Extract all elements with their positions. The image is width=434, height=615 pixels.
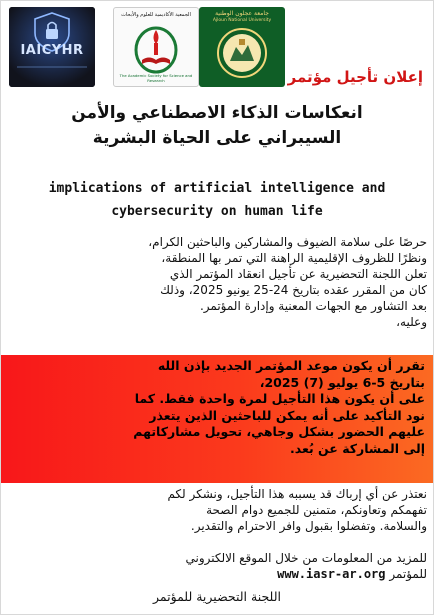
paragraph-line: كان من المقرر عقده بتاريخ 24-25 يونيو 2025، وذلك (160, 283, 427, 297)
paragraph-line: والسلامة. وتفضلوا بقبول وافر الاحترام والتقدير. (190, 519, 427, 533)
conference-title-en-line-2: cybersecurity on human life (111, 204, 323, 219)
paragraph-line: تقرر أن يكون موعد المؤتمر الجديد بإذن الله (157, 358, 425, 373)
conference-title-ar-line-1: انعكاسات الذكاء الاصطناعي والأمن (71, 103, 363, 123)
more-info-paragraph (7, 550, 427, 582)
more-info-website-line (7, 566, 427, 582)
paragraph-line: على أن يكون هذا التأجيل لمرة واحدة فقط. كما (134, 391, 425, 406)
conference-title-en (5, 177, 429, 223)
postponement-announcement-heading: إعلان تأجيل مؤتمر (287, 68, 423, 86)
paragraph-line: عليهم الحضور بشكل وجاهي، تحويل مشاركاتهم (133, 424, 425, 439)
paragraph-line: نعتذر عن أي إرباك قد يسببه هذا التأجيل، ونشكر لكم (167, 487, 427, 501)
conference-title-ar-line-2: السيبراني على الحياة البشرية (92, 128, 342, 148)
paragraph-line: تعلن اللجنة التحضيرية عن تأجيل انعقاد المؤتمر الذي (169, 267, 427, 281)
conference-title-en-line-1: implications of artificial intelligence and (48, 181, 386, 196)
paragraph-line: ونظرًا للظروف الإقليمية الراهنة التي تمر بها المنطقة، (161, 251, 427, 265)
paragraph-line: إلى المشاركة عن بُعد. (289, 440, 425, 456)
new-date-paragraph (9, 358, 425, 457)
paragraph-line: حرصًا على سلامة الضيوف والمشاركين والباحثين الكرام، (148, 235, 427, 249)
paragraph-line: وعليه، (396, 315, 427, 329)
paragraph-line: نود التأكيد على أنه يمكن للباحثين الذين يتعذر (149, 407, 425, 423)
paragraph-line: بتاريخ 5-6 يوليو (7) 2025، (259, 374, 425, 390)
ajloun-name-en: Ajloun National University (212, 18, 272, 23)
society-name-ar: الجمعية الأكاديمية للعلوم والأبحاث (121, 12, 191, 18)
iaicyhr-logo-text: IAICYHR (20, 43, 84, 58)
ajloun-name-ar: جامعة عجلون الوطنية (215, 10, 269, 17)
more-info-line: للمزيد من المعلومات من خلال الموقع الالكتروني (185, 551, 427, 565)
more-info-prefix: للمؤتمر (389, 567, 427, 581)
society-name-en: The Academic Society for Science and Research (119, 73, 193, 83)
conference-title-ar (9, 101, 425, 151)
paragraph-line: تفهمكم وتعاونكم، متمنين للجميع دوام الصحة (206, 503, 427, 517)
postponement-paragraph (7, 234, 427, 330)
preparatory-committee-signature: اللجنة التحضيرية للمؤتمر (153, 589, 281, 604)
paragraph-line: بعد التشاور مع الجهات المعنية وإدارة المؤتمر. (199, 299, 427, 313)
apology-paragraph (7, 486, 427, 534)
website-link[interactable]: www.iasr-ar.org (277, 567, 386, 581)
